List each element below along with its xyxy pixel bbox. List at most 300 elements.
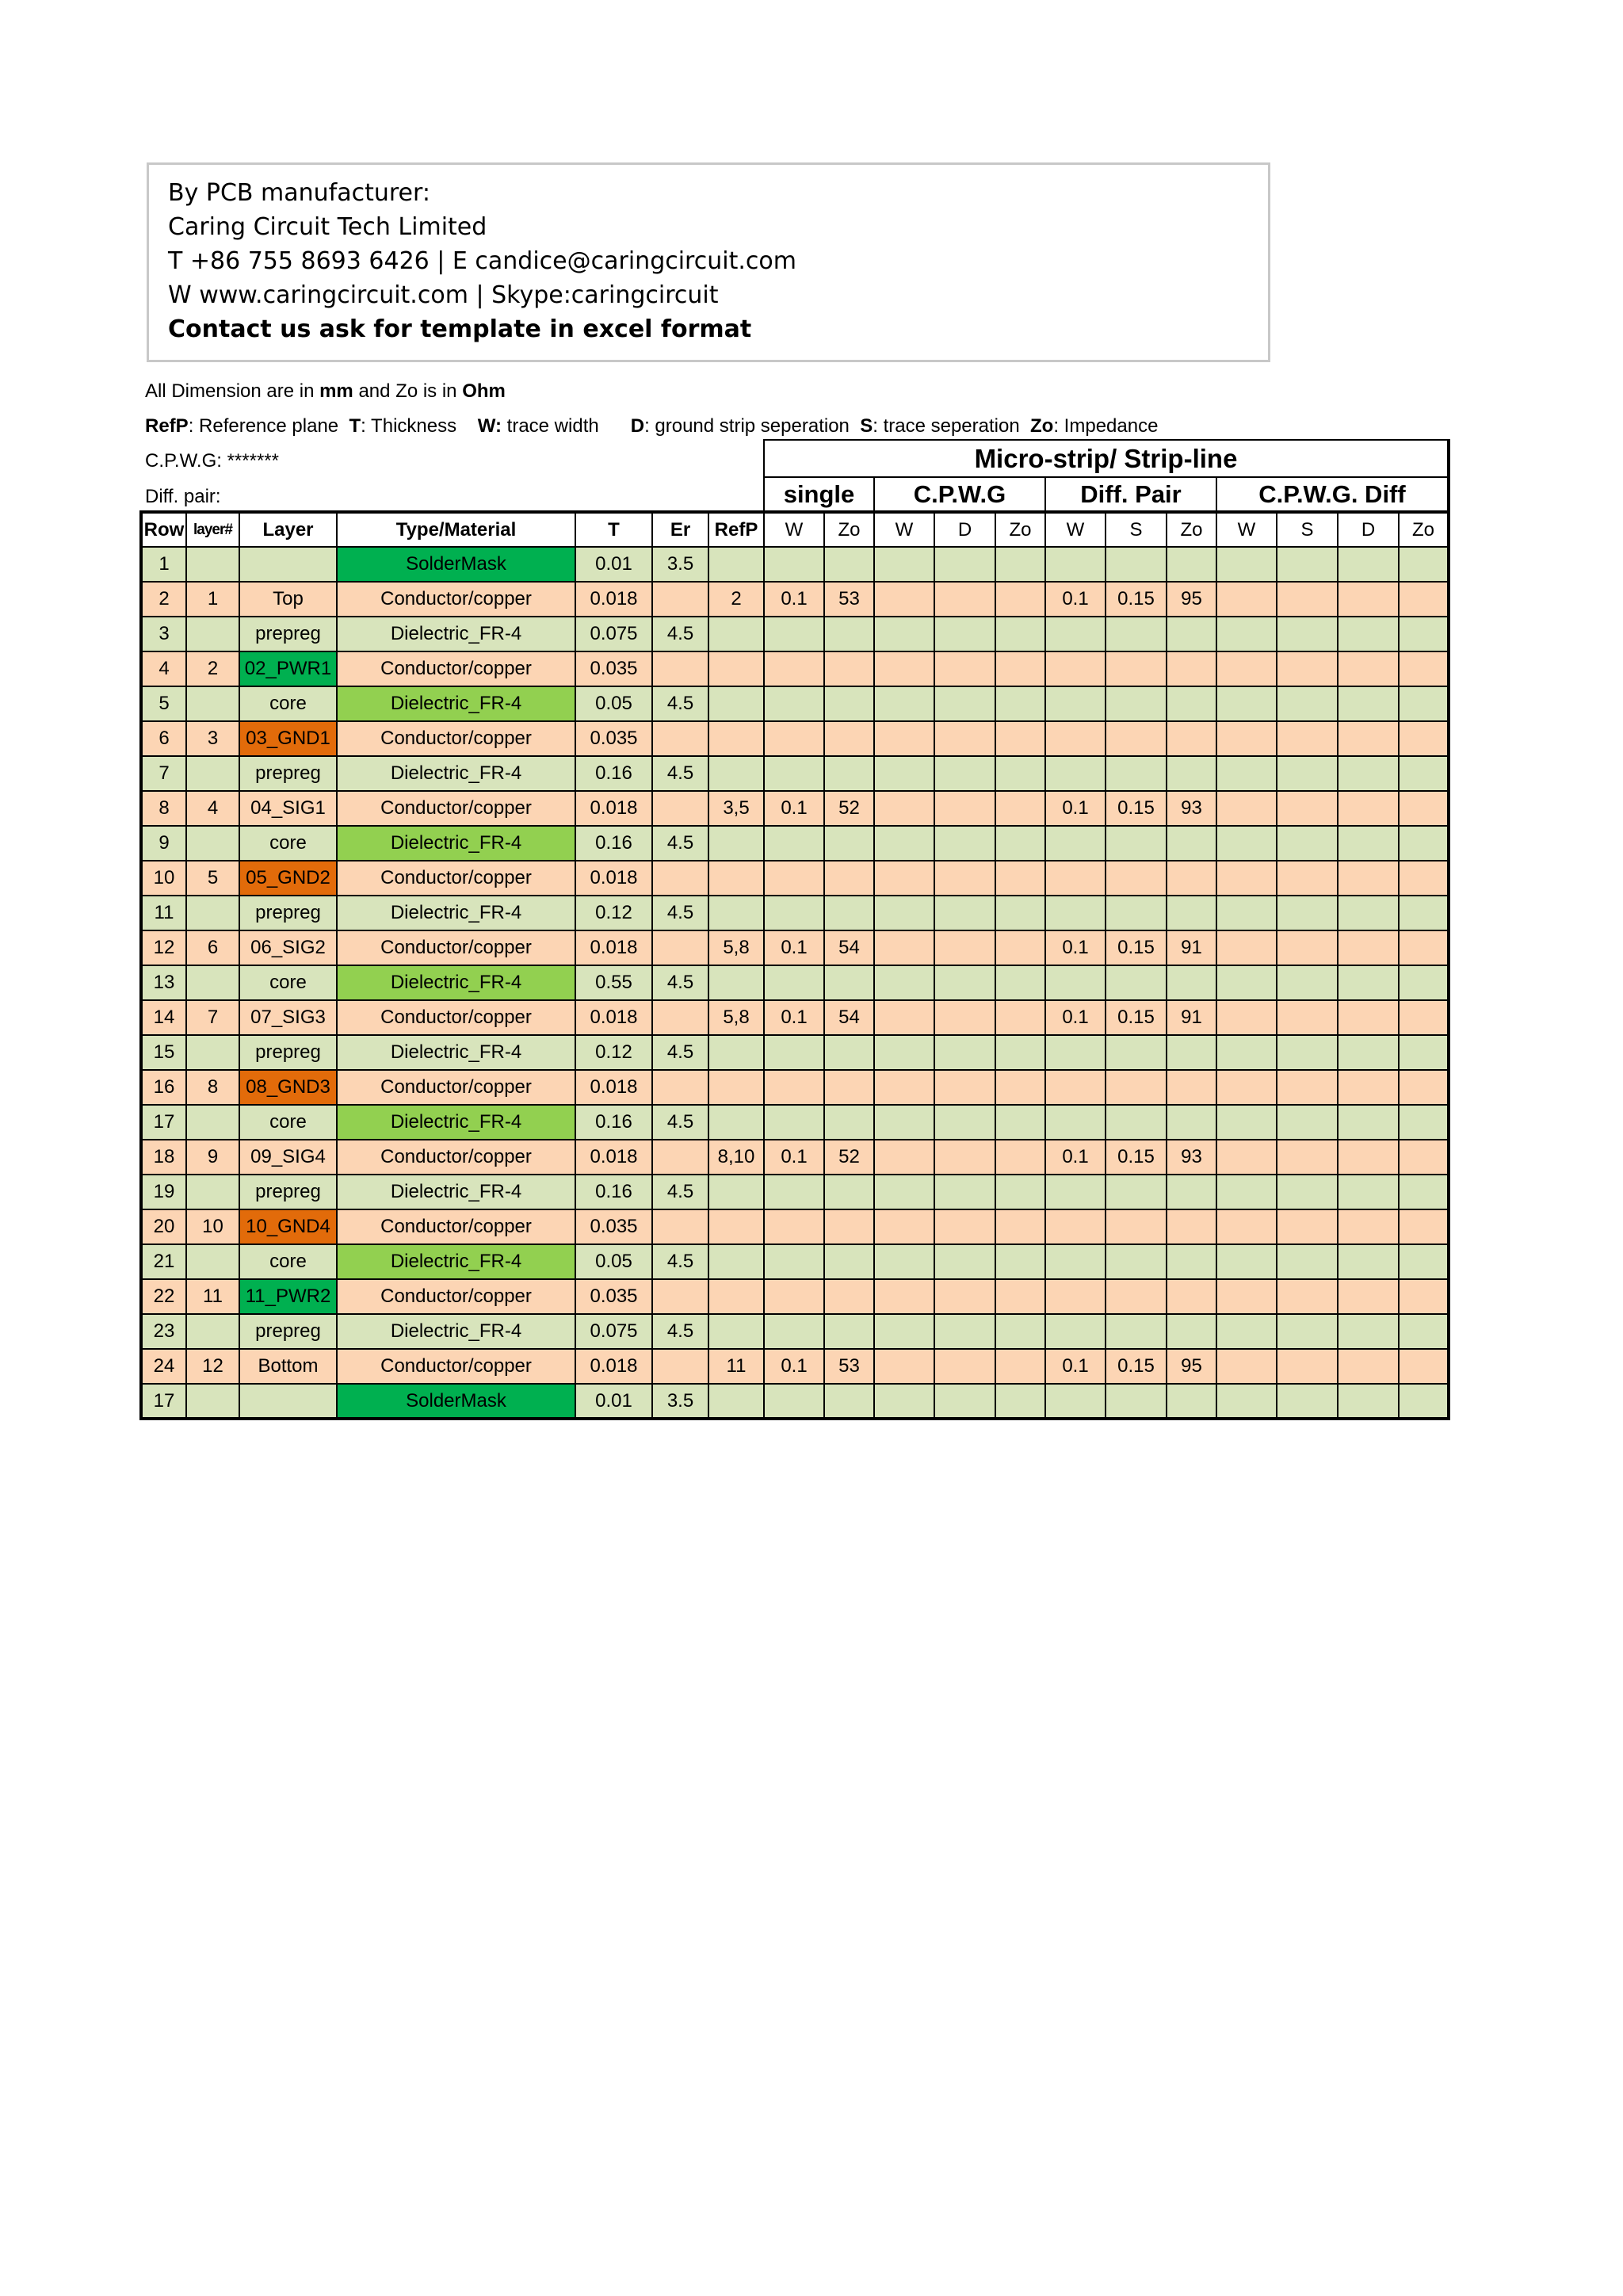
- thickness-cell: 0.018: [575, 1000, 652, 1035]
- table-title: Micro-strip/ Strip-line: [764, 440, 1449, 477]
- material-cell: Dielectric_FR-4: [337, 1105, 575, 1140]
- er-cell: 4.5: [652, 826, 708, 861]
- single-w-cell: 0.1: [764, 582, 824, 617]
- cpwgdiff-s-cell: [1277, 1384, 1338, 1419]
- er-cell: [652, 1070, 708, 1105]
- cpwgdiff-s-cell: [1277, 1105, 1338, 1140]
- diff-s-cell: [1106, 1279, 1167, 1314]
- single-zo-cell: [824, 756, 874, 791]
- diff-w-cell: [1045, 1244, 1106, 1279]
- cpwg-w-cell: [874, 1105, 934, 1140]
- table-row: [141, 651, 1449, 686]
- row-number-cell: 7: [141, 756, 186, 791]
- diff-s-cell: [1106, 861, 1167, 896]
- row-number-cell: 18: [141, 1140, 186, 1175]
- single-w-cell: 0.1: [764, 930, 824, 965]
- thickness-cell: 0.018: [575, 1349, 652, 1384]
- layer-number-cell: 3: [186, 721, 239, 756]
- cpwg-d-cell: [934, 686, 995, 721]
- material-cell: Dielectric_FR-4: [337, 1314, 575, 1349]
- diff-w-cell: [1045, 1209, 1106, 1244]
- layer-number-cell: 2: [186, 651, 239, 686]
- thickness-cell: 0.018: [575, 1140, 652, 1175]
- cpwgdiff-w-cell: [1216, 1175, 1277, 1209]
- cpwg-zo-cell: [995, 617, 1045, 651]
- diff-zo-cell: 91: [1167, 1000, 1216, 1035]
- cpwgdiff-s-cell: [1277, 896, 1338, 930]
- er-cell: [652, 791, 708, 826]
- refp-cell: [708, 1244, 764, 1279]
- single-zo-cell: [824, 826, 874, 861]
- cpwg-zo-cell: [995, 1279, 1045, 1314]
- col-header-refp: RefP: [708, 512, 764, 547]
- er-cell: [652, 1209, 708, 1244]
- material-cell: Dielectric_FR-4: [337, 965, 575, 1000]
- single-w-cell: [764, 1070, 824, 1105]
- cpwgdiff-d-cell: [1338, 1175, 1399, 1209]
- diff-s-cell: [1106, 1384, 1167, 1419]
- cpwg-zo-cell: [995, 965, 1045, 1000]
- cpwg-d-cell: [934, 1000, 995, 1035]
- diff-zo-cell: [1167, 1070, 1216, 1105]
- cpwg-w-cell: [874, 791, 934, 826]
- single-zo-cell: [824, 896, 874, 930]
- single-w-cell: [764, 965, 824, 1000]
- diff-s-cell: [1106, 617, 1167, 651]
- single-w-cell: [764, 1105, 824, 1140]
- cpwgdiff-d-cell: [1338, 582, 1399, 617]
- layer-number-cell: [186, 756, 239, 791]
- cpwgdiff-d-cell: [1338, 1349, 1399, 1384]
- col-header-cpwg-w: W: [874, 512, 934, 547]
- cpwg-zo-cell: [995, 1175, 1045, 1209]
- refp-cell: 3,5: [708, 791, 764, 826]
- cpwgdiff-w-cell: [1216, 1105, 1277, 1140]
- material-cell: Dielectric_FR-4: [337, 1244, 575, 1279]
- cpwgdiff-w-cell: [1216, 756, 1277, 791]
- single-zo-cell: 53: [824, 582, 874, 617]
- layer-name-cell: prepreg: [239, 617, 337, 651]
- thickness-cell: 0.018: [575, 1070, 652, 1105]
- table-row: [141, 896, 1449, 930]
- cpwgdiff-zo-cell: [1399, 1209, 1449, 1244]
- layer-number-cell: [186, 1105, 239, 1140]
- diff-zo-cell: [1167, 651, 1216, 686]
- cpwgdiff-zo-cell: [1399, 1000, 1449, 1035]
- refp-cell: [708, 721, 764, 756]
- cpwg-zo-cell: [995, 1209, 1045, 1244]
- col-header-cpwgdiff-d: D: [1338, 512, 1399, 547]
- refp-cell: [708, 686, 764, 721]
- diff-zo-cell: [1167, 1384, 1216, 1419]
- cpwgdiff-zo-cell: [1399, 1349, 1449, 1384]
- cpwg-d-cell: [934, 617, 995, 651]
- cpwg-w-cell: [874, 1035, 934, 1070]
- diff-zo-cell: [1167, 861, 1216, 896]
- material-cell: Conductor/copper: [337, 721, 575, 756]
- row-number-cell: 20: [141, 1209, 186, 1244]
- cpwg-d-cell: [934, 547, 995, 582]
- cpwgdiff-s-cell: [1277, 686, 1338, 721]
- layer-name-cell: prepreg: [239, 1035, 337, 1070]
- table-row: [141, 1000, 1449, 1035]
- diff-s-cell: [1106, 1244, 1167, 1279]
- refp-cell: [708, 1105, 764, 1140]
- layer-number-cell: 9: [186, 1140, 239, 1175]
- diff-zo-cell: [1167, 686, 1216, 721]
- cpwg-w-cell: [874, 1140, 934, 1175]
- cpwg-d-cell: [934, 1140, 995, 1175]
- cpwg-d-cell: [934, 965, 995, 1000]
- col-header-single-zo: Zo: [824, 512, 874, 547]
- er-cell: [652, 1140, 708, 1175]
- layer-name-cell: 04_SIG1: [239, 791, 337, 826]
- cpwg-w-cell: [874, 826, 934, 861]
- diff-w-cell: 0.1: [1045, 582, 1106, 617]
- col-header-diff-w: W: [1045, 512, 1106, 547]
- single-zo-cell: [824, 1279, 874, 1314]
- group-cpwg: C.P.W.G: [874, 477, 1045, 512]
- cpwgdiff-w-cell: [1216, 547, 1277, 582]
- table-row: [141, 547, 1449, 582]
- thickness-cell: 0.018: [575, 861, 652, 896]
- cpwg-d-cell: [934, 1175, 995, 1209]
- cpwg-zo-cell: [995, 1349, 1045, 1384]
- layer-number-cell: [186, 1314, 239, 1349]
- material-cell: Conductor/copper: [337, 1209, 575, 1244]
- refp-cell: 5,8: [708, 930, 764, 965]
- layer-name-cell: 08_GND3: [239, 1070, 337, 1105]
- cpwgdiff-s-cell: [1277, 930, 1338, 965]
- layer-name-cell: core: [239, 965, 337, 1000]
- layer-name-cell: core: [239, 686, 337, 721]
- cpwgdiff-w-cell: [1216, 791, 1277, 826]
- diff-zo-cell: 95: [1167, 582, 1216, 617]
- material-cell: Conductor/copper: [337, 1000, 575, 1035]
- thickness-cell: 0.05: [575, 686, 652, 721]
- diff-zo-cell: [1167, 1314, 1216, 1349]
- row-number-cell: 1: [141, 547, 186, 582]
- legend-note: RefP: Reference plane T: Thickness W: trace width D: ground strip seperation S: trace seperation Zo: Impedance: [145, 415, 1159, 437]
- cpwgdiff-d-cell: [1338, 721, 1399, 756]
- refp-cell: 2: [708, 582, 764, 617]
- cpwgdiff-s-cell: [1277, 617, 1338, 651]
- cpwgdiff-w-cell: [1216, 617, 1277, 651]
- diff-s-cell: [1106, 651, 1167, 686]
- cpwg-w-cell: [874, 1244, 934, 1279]
- row-number-cell: 17: [141, 1384, 186, 1419]
- diff-w-cell: [1045, 896, 1106, 930]
- layer-number-cell: 11: [186, 1279, 239, 1314]
- cpwgdiff-zo-cell: [1399, 1070, 1449, 1105]
- cpwgdiff-zo-cell: [1399, 861, 1449, 896]
- col-header-cpwgdiff-zo: Zo: [1399, 512, 1449, 547]
- cpwgdiff-w-cell: [1216, 861, 1277, 896]
- layer-name-cell: prepreg: [239, 1314, 337, 1349]
- cpwg-w-cell: [874, 1000, 934, 1035]
- refp-cell: [708, 826, 764, 861]
- cpwg-w-cell: [874, 1314, 934, 1349]
- layer-number-cell: 8: [186, 1070, 239, 1105]
- diff-w-cell: [1045, 1035, 1106, 1070]
- cpwgdiff-zo-cell: [1399, 1384, 1449, 1419]
- cpwg-d-cell: [934, 1105, 995, 1140]
- material-cell: Conductor/copper: [337, 582, 575, 617]
- thickness-cell: 0.035: [575, 1209, 652, 1244]
- col-header-t: T: [575, 512, 652, 547]
- layer-number-cell: [186, 617, 239, 651]
- diff-w-cell: [1045, 547, 1106, 582]
- cpwg-d-cell: [934, 1209, 995, 1244]
- refp-cell: 8,10: [708, 1140, 764, 1175]
- cpwgdiff-d-cell: [1338, 1000, 1399, 1035]
- diff-w-cell: [1045, 1175, 1106, 1209]
- diff-s-cell: [1106, 1035, 1167, 1070]
- cpwgdiff-d-cell: [1338, 1209, 1399, 1244]
- diff-zo-cell: [1167, 547, 1216, 582]
- cpwg-w-cell: [874, 896, 934, 930]
- cpwg-zo-cell: [995, 930, 1045, 965]
- table-row: [141, 930, 1449, 965]
- cpwg-d-cell: [934, 896, 995, 930]
- col-header-cpwg-zo: Zo: [995, 512, 1045, 547]
- group-diff-pair: Diff. Pair: [1045, 477, 1216, 512]
- diff-s-cell: [1106, 1070, 1167, 1105]
- refp-cell: [708, 756, 764, 791]
- table-row: [141, 965, 1449, 1000]
- thickness-cell: 0.16: [575, 1175, 652, 1209]
- er-cell: 4.5: [652, 896, 708, 930]
- cpwg-zo-cell: [995, 651, 1045, 686]
- contact-intro: By PCB manufacturer:: [168, 179, 430, 207]
- cpwgdiff-s-cell: [1277, 756, 1338, 791]
- diff-s-cell: [1106, 826, 1167, 861]
- row-number-cell: 14: [141, 1000, 186, 1035]
- company-name: Caring Circuit Tech Limited: [168, 213, 487, 241]
- diff-zo-cell: 93: [1167, 791, 1216, 826]
- thickness-cell: 0.05: [575, 1244, 652, 1279]
- layer-number-cell: 4: [186, 791, 239, 826]
- cpwg-zo-cell: [995, 721, 1045, 756]
- single-zo-cell: [824, 861, 874, 896]
- er-cell: 4.5: [652, 1175, 708, 1209]
- cpwgdiff-d-cell: [1338, 861, 1399, 896]
- cpwgdiff-w-cell: [1216, 721, 1277, 756]
- cpwgdiff-w-cell: [1216, 1279, 1277, 1314]
- cpwg-w-cell: [874, 1209, 934, 1244]
- table-row: [141, 1140, 1449, 1175]
- single-zo-cell: 54: [824, 930, 874, 965]
- cpwg-w-cell: [874, 965, 934, 1000]
- cpwg-zo-cell: [995, 791, 1045, 826]
- table-row: [141, 791, 1449, 826]
- refp-cell: 5,8: [708, 1000, 764, 1035]
- cpwgdiff-zo-cell: [1399, 1314, 1449, 1349]
- single-w-cell: [764, 721, 824, 756]
- cpwgdiff-d-cell: [1338, 1384, 1399, 1419]
- cpwgdiff-w-cell: [1216, 826, 1277, 861]
- cpwgdiff-d-cell: [1338, 1244, 1399, 1279]
- diff-s-cell: [1106, 1105, 1167, 1140]
- layer-name-cell: 03_GND1: [239, 721, 337, 756]
- layer-number-cell: [186, 547, 239, 582]
- layer-number-cell: 1: [186, 582, 239, 617]
- col-header-cpwgdiff-w: W: [1216, 512, 1277, 547]
- diff-zo-cell: [1167, 1209, 1216, 1244]
- thickness-cell: 0.16: [575, 756, 652, 791]
- single-w-cell: 0.1: [764, 1140, 824, 1175]
- cpwgdiff-d-cell: [1338, 1105, 1399, 1140]
- cpwg-d-cell: [934, 756, 995, 791]
- row-number-cell: 10: [141, 861, 186, 896]
- col-header-cpwg-d: D: [934, 512, 995, 547]
- cpwg-d-cell: [934, 1349, 995, 1384]
- col-header-single-w: W: [764, 512, 824, 547]
- cpwgdiff-s-cell: [1277, 791, 1338, 826]
- row-number-cell: 9: [141, 826, 186, 861]
- cpwg-zo-cell: [995, 1000, 1045, 1035]
- diff-s-cell: [1106, 896, 1167, 930]
- single-zo-cell: [824, 721, 874, 756]
- row-number-cell: 16: [141, 1070, 186, 1105]
- diff-zo-cell: 93: [1167, 1140, 1216, 1175]
- refp-cell: [708, 1175, 764, 1209]
- layer-name-cell: prepreg: [239, 1175, 337, 1209]
- col-header-row: Row: [141, 512, 186, 547]
- diff-w-cell: [1045, 1070, 1106, 1105]
- cpwg-w-cell: [874, 617, 934, 651]
- row-number-cell: 22: [141, 1279, 186, 1314]
- cpwg-note: C.P.W.G: *******: [145, 450, 279, 472]
- single-w-cell: 0.1: [764, 1349, 824, 1384]
- cpwgdiff-d-cell: [1338, 1070, 1399, 1105]
- thickness-cell: 0.16: [575, 1105, 652, 1140]
- single-zo-cell: [824, 617, 874, 651]
- cpwgdiff-zo-cell: [1399, 930, 1449, 965]
- cpwgdiff-s-cell: [1277, 1175, 1338, 1209]
- table-row: [141, 1105, 1449, 1140]
- er-cell: 4.5: [652, 1035, 708, 1070]
- cpwg-zo-cell: [995, 1070, 1045, 1105]
- cpwgdiff-w-cell: [1216, 1070, 1277, 1105]
- row-number-cell: 12: [141, 930, 186, 965]
- refp-cell: [708, 1070, 764, 1105]
- cpwgdiff-zo-cell: [1399, 1140, 1449, 1175]
- diff-s-cell: [1106, 965, 1167, 1000]
- cpwg-d-cell: [934, 1035, 995, 1070]
- diff-zo-cell: [1167, 721, 1216, 756]
- table-row: [141, 1384, 1449, 1419]
- layer-number-cell: [186, 1244, 239, 1279]
- layer-name-cell: 05_GND2: [239, 861, 337, 896]
- cpwgdiff-zo-cell: [1399, 721, 1449, 756]
- thickness-cell: 0.018: [575, 791, 652, 826]
- diff-zo-cell: [1167, 896, 1216, 930]
- single-w-cell: [764, 826, 824, 861]
- thickness-cell: 0.12: [575, 896, 652, 930]
- cpwg-d-cell: [934, 930, 995, 965]
- er-cell: 4.5: [652, 756, 708, 791]
- cpwgdiff-s-cell: [1277, 1244, 1338, 1279]
- col-header-cpwgdiff-s: S: [1277, 512, 1338, 547]
- cpwgdiff-w-cell: [1216, 1349, 1277, 1384]
- er-cell: [652, 861, 708, 896]
- layer-number-cell: [186, 826, 239, 861]
- cpwg-d-cell: [934, 582, 995, 617]
- cpwg-zo-cell: [995, 686, 1045, 721]
- cpwgdiff-zo-cell: [1399, 826, 1449, 861]
- single-zo-cell: [824, 651, 874, 686]
- cpwgdiff-d-cell: [1338, 930, 1399, 965]
- diff-w-cell: 0.1: [1045, 1140, 1106, 1175]
- layer-name-cell: prepreg: [239, 896, 337, 930]
- layer-name-cell: 07_SIG3: [239, 1000, 337, 1035]
- cpwgdiff-s-cell: [1277, 582, 1338, 617]
- er-cell: 4.5: [652, 1105, 708, 1140]
- row-number-cell: 3: [141, 617, 186, 651]
- diff-zo-cell: [1167, 1175, 1216, 1209]
- table-row: [141, 861, 1449, 896]
- cpwgdiff-zo-cell: [1399, 1279, 1449, 1314]
- layer-number-cell: [186, 686, 239, 721]
- er-cell: 4.5: [652, 686, 708, 721]
- er-cell: [652, 582, 708, 617]
- diff-s-cell: 0.15: [1106, 582, 1167, 617]
- cpwg-zo-cell: [995, 1384, 1045, 1419]
- cpwg-zo-cell: [995, 1314, 1045, 1349]
- layer-number-cell: [186, 896, 239, 930]
- layer-name-cell: 11_PWR2: [239, 1279, 337, 1314]
- er-cell: [652, 721, 708, 756]
- cpwgdiff-s-cell: [1277, 1314, 1338, 1349]
- er-cell: 3.5: [652, 1384, 708, 1419]
- single-w-cell: [764, 756, 824, 791]
- thickness-cell: 0.035: [575, 651, 652, 686]
- diff-zo-cell: [1167, 617, 1216, 651]
- cpwgdiff-d-cell: [1338, 1314, 1399, 1349]
- cpwgdiff-s-cell: [1277, 651, 1338, 686]
- layer-name-cell: 10_GND4: [239, 1209, 337, 1244]
- diff-w-cell: [1045, 861, 1106, 896]
- cpwg-zo-cell: [995, 861, 1045, 896]
- website-skype: W www.caringcircuit.com | Skype:caringcircuit: [168, 281, 719, 309]
- diff-pair-note: Diff. pair:: [145, 486, 221, 507]
- diff-w-cell: [1045, 826, 1106, 861]
- er-cell: [652, 1349, 708, 1384]
- cpwgdiff-w-cell: [1216, 1000, 1277, 1035]
- diff-s-cell: [1106, 1314, 1167, 1349]
- phone-email: T +86 755 8693 6426 | E candice@caringcircuit.com: [168, 247, 796, 275]
- row-number-cell: 24: [141, 1349, 186, 1384]
- cpwgdiff-zo-cell: [1399, 617, 1449, 651]
- cpwg-w-cell: [874, 686, 934, 721]
- refp-cell: [708, 1314, 764, 1349]
- diff-zo-cell: 95: [1167, 1349, 1216, 1384]
- table-row: [141, 1070, 1449, 1105]
- thickness-cell: 0.55: [575, 965, 652, 1000]
- material-cell: Conductor/copper: [337, 1140, 575, 1175]
- layer-name-cell: 02_PWR1: [239, 651, 337, 686]
- table-row: [141, 1314, 1449, 1349]
- refp-cell: 11: [708, 1349, 764, 1384]
- cpwg-w-cell: [874, 756, 934, 791]
- table-row: [141, 1175, 1449, 1209]
- cpwgdiff-d-cell: [1338, 1035, 1399, 1070]
- cpwg-d-cell: [934, 651, 995, 686]
- cpwgdiff-w-cell: [1216, 1035, 1277, 1070]
- col-header-diff-zo: Zo: [1167, 512, 1216, 547]
- single-w-cell: [764, 686, 824, 721]
